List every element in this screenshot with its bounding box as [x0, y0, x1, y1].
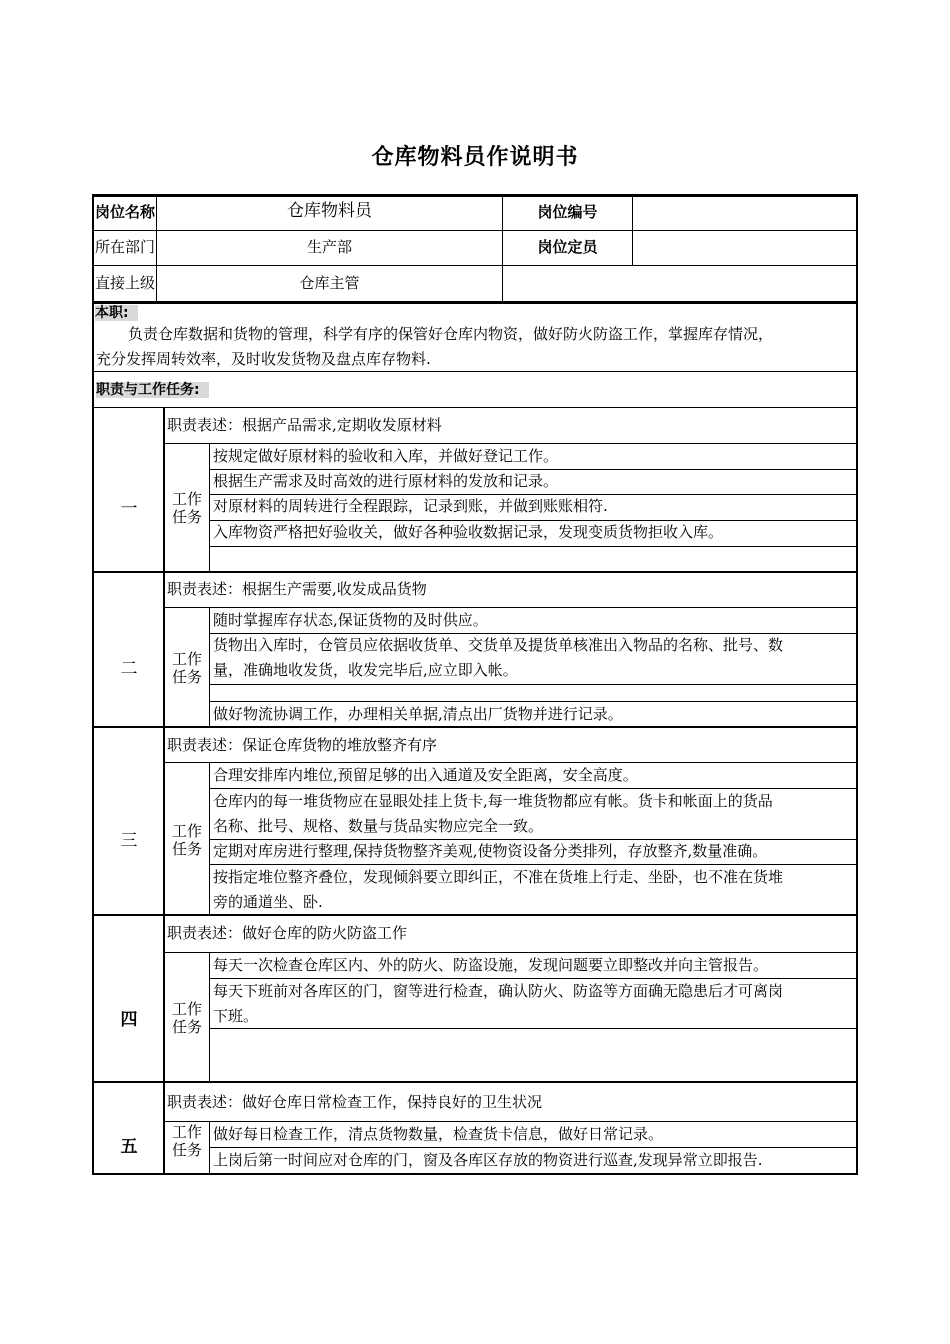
supervisor-label: 直接上级 — [94, 274, 155, 292]
section-1-task-header: 工作任务 — [171, 490, 202, 526]
section-1-number: 一 — [120, 499, 138, 519]
section-3-task-2a: 仓库内的每一堆货物应在显眼处挂上货卡,每一堆货物都应有帐。货卡和帐面上的货品 — [213, 792, 773, 810]
section-3-number: 三 — [120, 831, 138, 851]
section-5-number: 五 — [120, 1137, 138, 1157]
section-1-desc: 职责表述：根据产品需求,定期收发原材料 — [167, 416, 442, 434]
duty-label: 本职: — [95, 304, 138, 322]
section-3-task-header: 工作任务 — [171, 822, 202, 858]
section-2-task-3: 做好物流协调工作，办理相关单据,清点出厂货物并进行记录。 — [213, 705, 623, 723]
section-5-task-1: 做好每日检查工作，清点货物数量，检查货卡信息，做好日常记录。 — [213, 1125, 664, 1143]
section-1-task-2: 根据生产需求及时高效的进行原材料的发放和记录。 — [213, 472, 559, 490]
staffing-label: 岗位定员 — [537, 238, 598, 256]
department-label: 所在部门 — [94, 238, 155, 256]
duty-text-line1: 负责仓库数据和货物的管理，科学有序的保管好仓库内物资，做好防火防盗工作，掌握库存情况， — [128, 325, 774, 343]
section-5-task-header: 工作任务 — [171, 1123, 202, 1159]
section-2-task-header: 工作任务 — [171, 650, 202, 686]
section-2-task-2a: 货物出入库时，仓管员应依据收货单、交货单及提货单核准出入物品的名称、批号、数 — [213, 636, 784, 654]
section-4-task-header: 工作任务 — [171, 1000, 202, 1036]
position-code-label: 岗位编号 — [537, 203, 598, 221]
section-4-task-2a: 每天下班前对各库区的门，窗等进行检查，确认防火、防盗等方面确无隐患后才可离岗 — [213, 982, 784, 1000]
tasks-label: 职责与工作任务: — [96, 378, 209, 403]
section-4-task-1: 每天一次检查仓库区内、外的防火、防盗设施，发现问题要立即整改并向主管报告。 — [213, 956, 769, 974]
section-3-task-3: 定期对库房进行整理,保持货物整齐美观,使物资设备分类排列，存放整齐,数量准确。 — [213, 842, 768, 860]
section-1-task-1: 按规定做好原材料的验收和入库，并做好登记工作。 — [213, 447, 559, 465]
duty-text-line2: 充分发挥周转效率，及时收发货物及盘点库存物料. — [96, 350, 431, 368]
position-name-label: 岗位名称 — [94, 203, 155, 221]
section-3-desc: 职责表述：保证仓库货物的堆放整齐有序 — [167, 736, 438, 754]
section-4-desc: 职责表述：做好仓库的防火防盗工作 — [167, 924, 408, 942]
section-4-number: 四 — [120, 1010, 138, 1030]
section-2-number: 二 — [120, 659, 138, 679]
supervisor-value: 仓库主管 — [299, 274, 360, 292]
department-value: 生产部 — [306, 238, 352, 256]
section-2-task-1: 随时掌握库存状态,保证货物的及时供应。 — [213, 611, 488, 629]
section-3-task-4b: 旁的通道坐、卧. — [213, 893, 323, 911]
section-2-task-2b: 量，准确地收发货，收发完毕后,应立即入帐。 — [213, 661, 518, 679]
document-title: 仓库物料员作说明书 — [371, 145, 579, 170]
position-name-value: 仓库物料员 — [287, 201, 372, 221]
section-1-task-3: 对原材料的周转进行全程跟踪，记录到账，并做到账账相符. — [213, 497, 608, 515]
section-5-task-2: 上岗后第一时间应对仓库的门，窗及各库区存放的物资进行巡查,发现异常立即报告. — [213, 1151, 763, 1169]
section-3-task-2b: 名称、批号、规格、数量与货品实物应完全一致。 — [213, 817, 544, 835]
section-4-task-2b: 下班。 — [213, 1007, 259, 1025]
section-3-task-1: 合理安排库内堆位,预留足够的出入通道及安全距离，安全高度。 — [213, 766, 638, 784]
section-5-desc: 职责表述：做好仓库日常检查工作，保持良好的卫生状况 — [167, 1093, 543, 1111]
section-2-desc: 职责表述：根据生产需要,收发成品货物 — [167, 580, 427, 598]
section-3-task-4a: 按指定堆位整齐叠位，发现倾斜要立即纠正，不准在货堆上行走、坐卧，也不准在货堆 — [213, 868, 784, 886]
section-1-task-4: 入库物资严格把好验收关，做好各种验收数据记录，发现变质货物拒收入库。 — [213, 523, 724, 541]
